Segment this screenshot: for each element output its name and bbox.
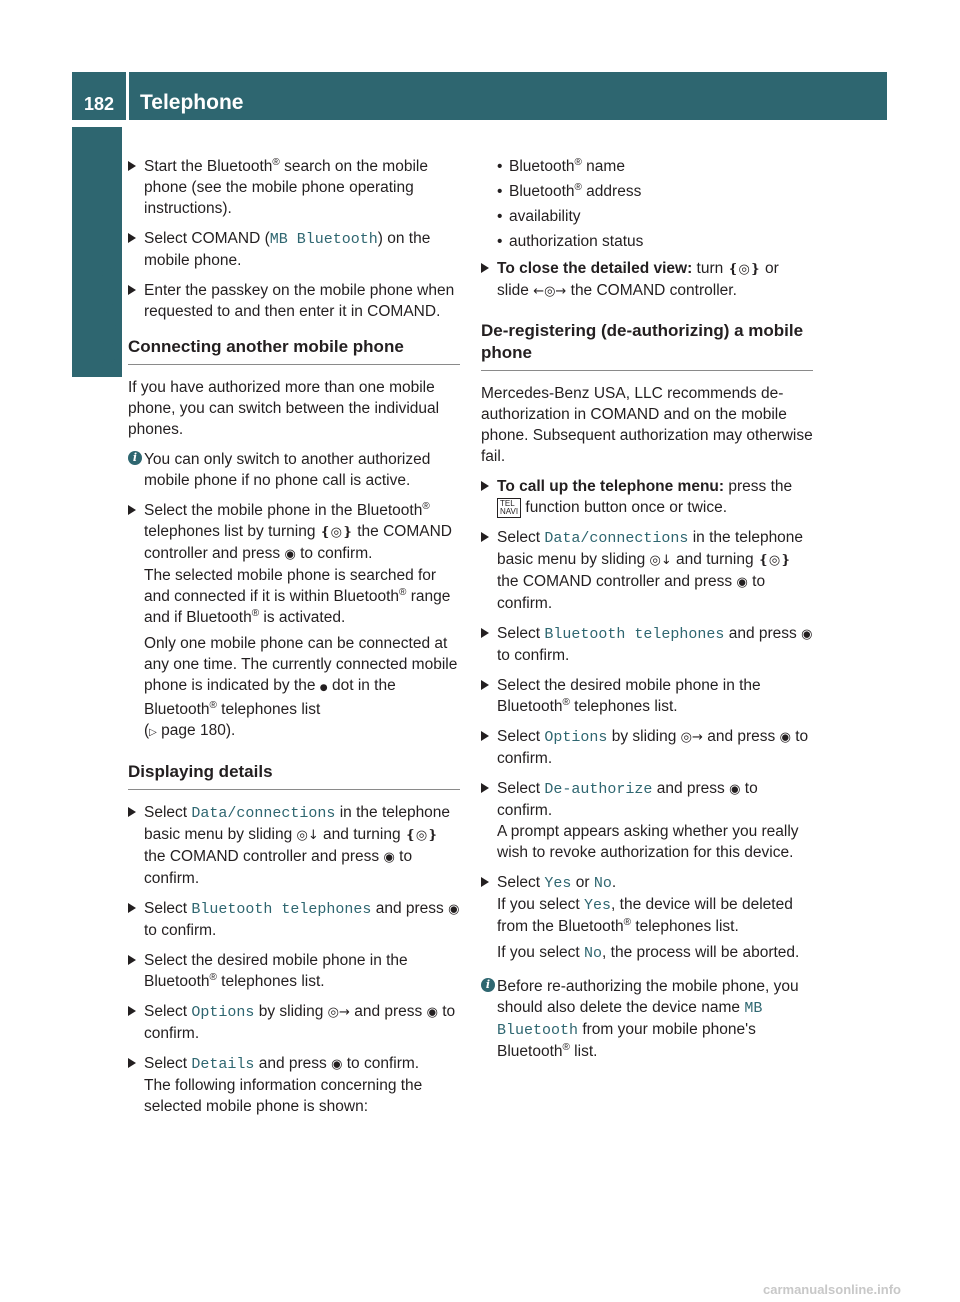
step: Select COMAND (MB Bluetooth) on the mobile phone.: [128, 228, 460, 271]
press-icon: ◉: [779, 730, 791, 745]
step-arrow-icon: [128, 1058, 136, 1068]
header-divider: [126, 72, 129, 120]
menu-item-details: Details: [191, 1056, 255, 1073]
list-item: • Bluetooth® address: [497, 181, 813, 202]
press-icon: ◉: [383, 850, 395, 865]
page-title: Telephone: [140, 91, 244, 114]
step-arrow-icon: [481, 481, 489, 491]
sidebar-tab-label: COMAND: [95, 263, 122, 374]
list-item: • availability: [497, 206, 813, 227]
section-heading: De-registering (de-authorizing) a mobile phone: [481, 320, 813, 371]
step: To close the detailed view: turn ❴◎❵ or slide ←◎→ the COMAND controller.: [481, 258, 813, 302]
turn-icon: ❴◎❵: [757, 553, 792, 568]
page-number: 182: [84, 94, 115, 114]
section-heading: Connecting another mobile phone: [128, 336, 460, 365]
menu-item-bluetooth-telephones: Bluetooth telephones: [544, 626, 725, 643]
info-icon: i: [128, 451, 142, 465]
slide-left-right-icon: ←◎→: [533, 284, 567, 299]
left-column: [128, 156, 460, 1126]
step: Select Details and press ◉ to confirm. The following information concerning the selected mobile phone is shown:: [128, 1053, 460, 1117]
step-arrow-icon: [481, 263, 489, 273]
press-icon: ◉: [426, 1005, 438, 1020]
dot-icon: ●: [319, 683, 328, 693]
step-arrow-icon: [481, 532, 489, 542]
menu-item-options: Options: [544, 729, 608, 746]
turn-icon: ❴◎❵: [319, 525, 353, 540]
press-icon: ◉: [448, 902, 460, 917]
step-arrow-icon: [481, 877, 489, 887]
step-arrow-icon: [128, 955, 136, 965]
step: Select Bluetooth telephones and press ◉ to confirm.: [481, 623, 813, 666]
info-note: i You can only switch to another authorized mobile phone if no phone call is active.: [128, 449, 460, 491]
info-note: i Before re-authorizing the mobile phone, you should also delete the device name MB Bluetooth from your mobile phone's Bluetooth® list.: [481, 976, 813, 1062]
step: Select Options by sliding ◎→ and press ◉ to confirm.: [128, 1001, 460, 1044]
turn-icon: ❴◎❵: [727, 262, 761, 277]
slide-down-icon: ◎↓: [649, 553, 672, 568]
step-arrow-icon: [128, 161, 136, 171]
info-icon: i: [481, 978, 495, 992]
menu-item-options: Options: [191, 1004, 255, 1021]
press-icon: ◉: [736, 575, 748, 590]
slide-right-icon: ◎→: [327, 1005, 350, 1020]
right-column: [481, 156, 813, 1071]
section-heading: Displaying details: [128, 761, 460, 790]
page-ref-icon: ▷: [149, 727, 157, 738]
step: Select the desired mobile phone in the Bluetooth® telephones list.: [128, 950, 460, 992]
menu-item-mb-bluetooth: MB Bluetooth: [269, 231, 378, 248]
step-arrow-icon: [128, 903, 136, 913]
watermark: carmanualsonline.info: [763, 1282, 901, 1297]
step: Select Bluetooth telephones and press ◉ to confirm.: [128, 898, 460, 941]
step: Start the Bluetooth® search on the mobile phone (see the mobile phone operating instructions).: [128, 156, 460, 219]
menu-item-yes: Yes: [584, 897, 612, 914]
step-arrow-icon: [128, 807, 136, 817]
step: Select De-authorize and press ◉ to confirm. A prompt appears asking whether you really wish to revoke authorization for this device.: [481, 778, 813, 863]
paragraph: Mercedes-Benz USA, LLC recommends de-authorization in COMAND and on the mobile phone. Subsequent authorization may otherwise fail.: [481, 385, 813, 465]
step-arrow-icon: [128, 233, 136, 243]
slide-down-icon: ◎↓: [296, 828, 319, 843]
step: To call up the telephone menu: press the TEL NAVI function button once or twice.: [481, 476, 813, 518]
step: Enter the passkey on the mobile phone when requested to and then enter it in COMAND.: [128, 280, 460, 322]
step-arrow-icon: [481, 731, 489, 741]
step-arrow-icon: [128, 505, 136, 515]
step-arrow-icon: [481, 628, 489, 638]
list-item: • Bluetooth® name: [497, 156, 813, 177]
menu-item-de-authorize: De-authorize: [544, 781, 653, 798]
press-icon: ◉: [284, 547, 296, 562]
press-icon: ◉: [801, 627, 813, 642]
menu-item-bluetooth-telephones: Bluetooth telephones: [191, 901, 372, 918]
press-icon: ◉: [331, 1057, 343, 1072]
step: Select Yes or No. If you select Yes, the device will be deleted from the Bluetooth® telephones list. If you select No, the process will be aborted.: [481, 872, 813, 964]
step-arrow-icon: [481, 680, 489, 690]
menu-item-data-connections: Data/connections: [191, 805, 336, 822]
paragraph: If you have authorized more than one mobile phone, you can switch between the individual phones.: [128, 379, 440, 438]
menu-item-no: No: [584, 945, 603, 962]
step: Select the mobile phone in the Bluetooth® telephones list by turning ❴◎❵ the COMAND controller and press ◉ to confirm. The selected mobile phone is searched for and connected if it is within Bluetooth® range and if Bluetooth® is activated. Only one mobile phone can be connected at any one time. The currently connected mobile phone is indicated by the ● dot in the Bluetooth® telephones list (▷ page 180).: [128, 500, 460, 743]
list-item: • authorization status: [497, 231, 813, 252]
step: Select the desired mobile phone in the Bluetooth® telephones list.: [481, 675, 813, 717]
press-icon: ◉: [729, 782, 741, 797]
menu-item-yes: Yes: [544, 875, 572, 892]
menu-item-mb-bluetooth: MB Bluetooth: [497, 1000, 763, 1039]
tel-navi-button-icon: TEL NAVI: [497, 498, 521, 518]
step: Select Options by sliding ◎→ and press ◉ to confirm.: [481, 726, 813, 769]
step: Select Data/connections in the telephone basic menu by sliding ◎↓ and turning ❴◎❵ the COMAND controller and press ◉ to confirm.: [481, 527, 813, 614]
step-arrow-icon: [481, 783, 489, 793]
menu-item-no: No: [593, 875, 612, 892]
step: Select Data/connections in the telephone basic menu by sliding ◎↓ and turning ❴◎❵ the COMAND controller and press ◉ to confirm.: [128, 802, 460, 889]
menu-item-data-connections: Data/connections: [544, 530, 689, 547]
slide-right-icon: ◎→: [680, 730, 703, 745]
step-arrow-icon: [128, 285, 136, 295]
turn-icon: ❴◎❵: [404, 828, 439, 843]
step-arrow-icon: [128, 1006, 136, 1016]
